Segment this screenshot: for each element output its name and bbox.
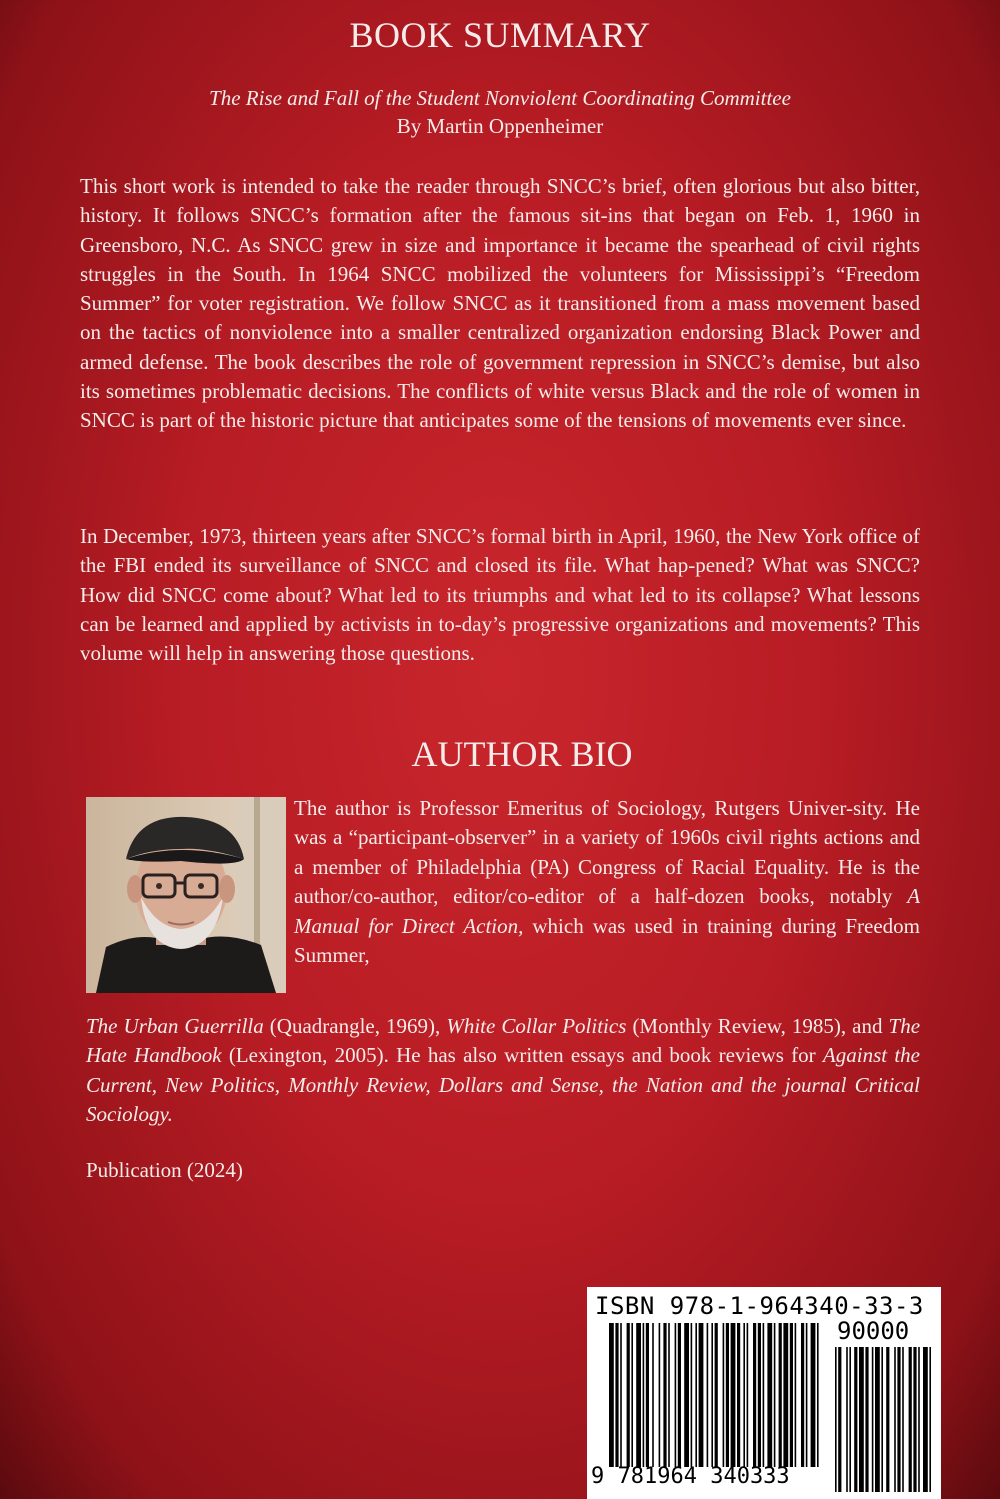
bio-book-white-collar: White Collar Politics [446, 1014, 627, 1038]
barcode-bar [897, 1347, 900, 1492]
barcode-bar [790, 1323, 793, 1467]
barcode-bar [795, 1323, 797, 1467]
barcode-bar [763, 1323, 765, 1467]
barcode-bar [806, 1323, 808, 1467]
barcode-bar [691, 1323, 693, 1467]
barcode-bar [859, 1347, 864, 1492]
publication-year: Publication (2024) [86, 1158, 243, 1182]
ean-number: 9 781964 340333 [591, 1464, 790, 1489]
barcode-bar [767, 1323, 772, 1467]
bio-text-part4: (Monthly Review, 1985), and [632, 1014, 883, 1038]
barcode-bar [684, 1323, 689, 1467]
barcode-bar [636, 1323, 641, 1467]
barcode-bar [783, 1323, 788, 1467]
barcode-bar [909, 1347, 912, 1492]
barcode-bar [646, 1323, 649, 1467]
barcode-bar [737, 1323, 740, 1467]
barcode-bar [631, 1323, 633, 1467]
barcode-bar [881, 1347, 883, 1492]
barcode-bar [817, 1323, 819, 1467]
barcode-bar [811, 1323, 816, 1467]
barcode-bar [659, 1323, 661, 1467]
bio-text-part3: (Quadrangle, 1969), [269, 1014, 441, 1038]
barcode-bar [923, 1347, 928, 1492]
barcode-bar [715, 1323, 718, 1467]
bio-book-urban-guerrilla: The Urban Guerrilla [86, 1014, 264, 1038]
barcode-bar [731, 1323, 736, 1467]
barcode-bar [707, 1323, 709, 1467]
barcode-bar [723, 1323, 725, 1467]
barcode-bar [894, 1347, 896, 1492]
barcode-bar [675, 1323, 677, 1467]
barcode-bar [663, 1323, 666, 1467]
barcode-bar [695, 1323, 697, 1467]
barcode-bar [652, 1323, 654, 1467]
author-portrait-illustration [86, 797, 286, 993]
barcode-bar [835, 1347, 837, 1492]
bio-venues: Against the Current, New Politics, Monthly Review, Dollars and Sense, the Nation and the journal Critical Sociology. [86, 1043, 920, 1127]
barcode-bar [699, 1323, 704, 1467]
barcode-bar [886, 1347, 889, 1492]
barcode-bar [854, 1347, 857, 1492]
barcode-bar [875, 1347, 880, 1492]
bio-text-part5: (Lexington, 2005). He has also written essays and book reviews for [228, 1043, 816, 1068]
barcode-bar [865, 1347, 868, 1492]
summary-paragraph-1: This short work is intended to take the reader through SNCC’s brief, often glorious but also bitter, history. It follows SNCC’s formation after the famous sit-ins that began on Feb. 1, 1960 in Greensboro, N.C. As SNCC grew in size and importance it became the spearhead of civil rights struggles in the South. In 1964 SNCC mobilized the volunteers for Mississippi’s “Freedom Summer” for voter registration. We follow SNCC as it transitioned from a mass movement based on the tactics of nonviolence into a smaller centralized organization endorsing Black Power and armed defense. The book describes the role of government repression in SNCC’s demise, but also its sometimes problematic decisions. The conflicts of white versus Black and the role of women in SNCC is part of the historic picture that anticipates some of the tensions of movements ever since. [80, 174, 920, 433]
barcode-bar [743, 1323, 745, 1467]
summary-heading: BOOK SUMMARY [349, 15, 651, 55]
bio-heading: AUTHOR BIO [411, 734, 633, 774]
barcode-bar [615, 1323, 618, 1467]
barcode-bar [627, 1323, 630, 1467]
barcode-bar [747, 1323, 749, 1467]
book-title: The Rise and Fall of the Student Nonviolent Coordinating Committee [209, 86, 791, 110]
bio-continuation [86, 1012, 920, 1130]
isbn-barcode [587, 1287, 941, 1499]
price-addon-code: 90000 [837, 1317, 910, 1345]
book-author: By Martin Oppenheimer [396, 114, 604, 138]
barcode-bar [609, 1323, 614, 1467]
bio-text-part1: The author is Professor Emeritus of Sociology, Rutgers Univer-sity. He was a “participant-observer” in a variety of 1960s civil rights actions and a member of Philadelphia (PA) Congress of Racial Equality. He is the author/co-author, editor/co-editor of a half-dozen books, notably [294, 796, 920, 909]
barcode-bar [620, 1323, 622, 1467]
bio-book-hate-handbook: The Hate Handbook [86, 1014, 921, 1068]
bio-text [294, 794, 920, 970]
barcode-bar [849, 1347, 851, 1492]
isbn-number: ISBN 978-1-964340-33-3 [595, 1292, 924, 1320]
barcode-bar [774, 1323, 776, 1467]
bio-text-part2: which was used in training during Freedom Summer, [294, 913, 920, 968]
barcode-bar [846, 1347, 848, 1492]
bio-book-manual: A Manual for Direct Action, [294, 884, 921, 938]
barcode-bar [726, 1323, 729, 1467]
summary-paragraph-2: In December, 1973, thirteen years after SNCC’s formal birth in April, 1960, the New York office of the FBI ended its surveillance of SNCC and closed its file. What hap-pened? What was SNCC? How did SNCC come about? What led to its triumphs and what led to its collapse? What lessons can be learned and applied by activists in to-day’s progressive organizations and movements? This volume will help in answering those questions. [80, 524, 920, 666]
barcode-bar [711, 1323, 713, 1467]
barcode-bar [753, 1323, 756, 1467]
barcode-bar [779, 1323, 782, 1467]
barcode-bar [902, 1347, 904, 1492]
barcode-bar [838, 1347, 841, 1492]
barcode-bar [668, 1323, 670, 1467]
barcode-bar [678, 1323, 681, 1467]
author-photo [86, 797, 286, 993]
barcode-bar [872, 1347, 874, 1492]
barcode-bar [913, 1347, 916, 1492]
barcode-bar [758, 1323, 761, 1467]
barcode-bar [929, 1347, 931, 1492]
barcode-bar [801, 1323, 804, 1467]
barcode-bar [643, 1323, 645, 1467]
barcode-bar [918, 1347, 920, 1492]
